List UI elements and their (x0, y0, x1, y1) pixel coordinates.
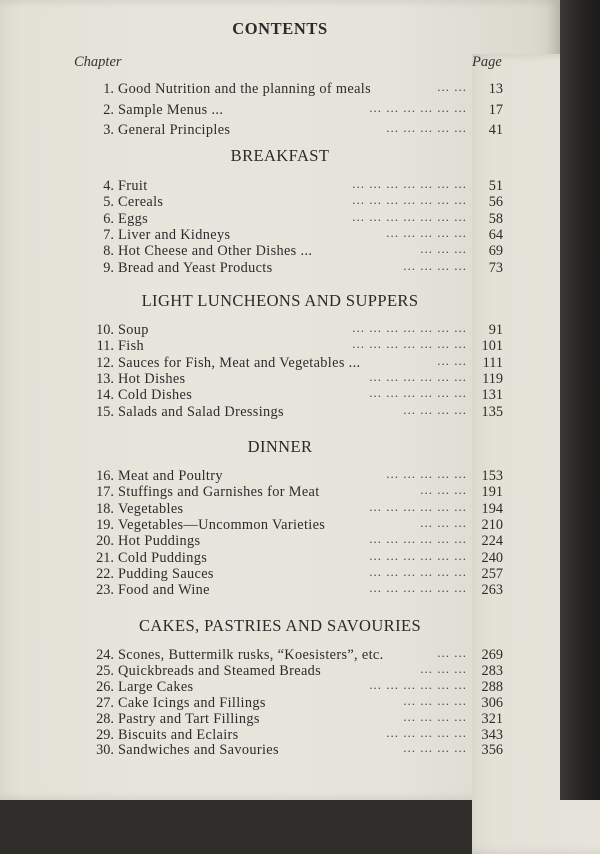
dot-leader: ... ... ... ... ... (386, 224, 467, 240)
chapter-title: Pudding Sauces (118, 565, 214, 582)
chapter-title: Cereals (118, 194, 164, 211)
section-heading: DINNER (247, 437, 313, 456)
dot-leader: ... ... ... ... ... ... ... (352, 176, 467, 191)
page-number: 321 (481, 710, 503, 727)
chapter-number: 1. (103, 81, 114, 97)
chapter-number: 9. (103, 259, 114, 276)
dot-leader: ... ... ... (420, 482, 467, 498)
chapter-title: Sample Menus ... (118, 101, 224, 118)
page-number: 73 (488, 259, 503, 276)
page-number: 283 (481, 662, 503, 679)
chapter-title: Fruit (118, 178, 148, 194)
section-heading: LIGHT LUNCHEONS AND SUPPERS (141, 291, 419, 310)
page-number: 13 (488, 81, 503, 97)
page-number: 356 (481, 742, 503, 759)
dot-leader: ... ... ... ... (403, 692, 467, 708)
chapter-title: Scones, Buttermilk rusks, “Koesisters”, etc. (118, 647, 384, 663)
chapter-number: 6. (103, 210, 114, 227)
dot-leader: ... ... ... ... ... ... ... (352, 208, 467, 224)
chapter-title: Cold Puddings (118, 549, 208, 566)
toc-entry (94, 257, 503, 277)
page-number: 194 (481, 500, 503, 517)
page-number: 17 (488, 101, 503, 118)
page-number: 64 (488, 226, 503, 243)
chapter-number: 17. (96, 484, 114, 501)
chapter-title: Hot Puddings (118, 533, 201, 550)
chapter-title: General Principles (118, 122, 231, 138)
dot-leader: ... ... ... ... ... ... (369, 580, 467, 596)
dot-leader: ... ... ... (420, 514, 467, 530)
chapter-number: 21. (96, 549, 114, 566)
chapter-title: Biscuits and Eclairs (118, 726, 239, 743)
dot-leader: ... ... ... ... ... ... ... (352, 320, 467, 335)
page-number: 269 (481, 647, 503, 663)
chapter-number: 13. (96, 370, 114, 387)
page-number: 56 (488, 194, 503, 211)
chapter-number: 23. (96, 582, 114, 599)
chapter-title: Sauces for Fish, Meat and Vegetables ... (118, 354, 361, 371)
page-number: 69 (488, 243, 503, 260)
toc-entry (94, 401, 503, 421)
chapter-title: Quickbreads and Steamed Breads (118, 662, 322, 679)
dot-leader: ... ... ... ... ... ... (369, 676, 467, 692)
dot-leader: ... ... ... ... ... ... (369, 368, 467, 384)
chapter-title: Liver and Kidneys (118, 226, 231, 243)
page-number: 101 (481, 338, 503, 355)
dot-leader: ... ... ... ... (403, 257, 467, 273)
toc-entry (94, 122, 503, 139)
page-number: 224 (481, 533, 503, 550)
page-number: 51 (488, 178, 503, 194)
chapter-title: Vegetables—Uncommon Varieties (118, 516, 326, 533)
page-number: 343 (481, 726, 503, 743)
dot-leader: ... ... ... ... (403, 740, 467, 756)
dot-leader: ... ... ... ... ... ... (369, 547, 467, 563)
toc-entry (94, 99, 503, 119)
chapter-number: 20. (96, 533, 114, 550)
chapter-title: Hot Cheese and Other Dishes ... (118, 243, 313, 260)
page-number: 119 (482, 370, 503, 387)
dot-leader: ... ... ... ... ... ... (369, 99, 467, 115)
chapter-number: 12. (96, 354, 114, 371)
dot-leader: ... ... (437, 79, 467, 94)
chapter-number: 14. (96, 387, 114, 404)
toc-entry (94, 582, 503, 599)
chapter-number: 25. (96, 662, 114, 679)
dot-leader: ... ... ... ... (403, 708, 467, 724)
chapter-title: Sandwiches and Savouries (118, 742, 279, 759)
toc-entry (94, 742, 503, 759)
page-number: 58 (488, 210, 503, 227)
dot-leader: ... ... ... (420, 660, 467, 676)
chapter-column-header: Chapter (74, 54, 122, 70)
chapter-number: 3. (103, 122, 114, 138)
page-number: 41 (488, 122, 503, 138)
chapter-number: 30. (96, 742, 114, 759)
dot-leader: ... ... (437, 352, 467, 368)
dot-leader: ... ... ... ... ... ... ... (352, 192, 467, 208)
chapter-number: 27. (96, 694, 114, 711)
chapter-title: Stuffings and Garnishes for Meat (118, 484, 320, 501)
dot-leader: ... ... ... (420, 241, 467, 257)
page-number: 210 (481, 516, 503, 533)
chapter-number: 15. (96, 403, 114, 420)
chapter-number: 10. (96, 322, 114, 338)
chapter-number: 4. (103, 178, 114, 194)
dot-leader: ... ... ... ... ... ... (369, 498, 467, 514)
chapter-number: 8. (103, 243, 114, 260)
dot-leader: ... ... (437, 645, 467, 660)
chapter-title: Cold Dishes (118, 387, 193, 404)
page-number: 91 (488, 322, 503, 338)
section-heading: BREAKFAST (230, 146, 330, 165)
page-title: CONTENTS (232, 19, 328, 38)
chapter-title: Fish (118, 338, 145, 355)
chapter-title: Hot Dishes (118, 370, 186, 387)
section-heading: CAKES, PASTRIES AND SAVOURIES (138, 616, 422, 635)
book-edge-shadow (560, 0, 600, 800)
page-number: 257 (481, 565, 503, 582)
chapter-number: 28. (96, 710, 114, 727)
page-number: 131 (481, 387, 503, 404)
chapter-number: 22. (96, 565, 114, 582)
page-number: 191 (481, 484, 503, 501)
chapter-title: Cake Icings and Fillings (118, 694, 266, 711)
chapter-number: 5. (103, 194, 114, 211)
chapter-number: 7. (103, 226, 114, 243)
dot-leader: ... ... ... ... (403, 401, 467, 417)
dot-leader: ... ... ... ... ... ... (369, 563, 467, 579)
dot-leader: ... ... ... ... ... ... (369, 385, 467, 401)
dot-leader: ... ... ... ... ... ... (369, 531, 467, 547)
chapter-title: Pastry and Tart Fillings (118, 710, 260, 727)
chapter-number: 24. (96, 647, 114, 663)
chapter-title: Salads and Salad Dressings (118, 403, 284, 420)
chapter-title: Large Cakes (118, 678, 194, 695)
chapter-number: 2. (103, 101, 114, 118)
chapter-title: Vegetables (118, 500, 184, 517)
chapter-number: 26. (96, 678, 114, 695)
chapter-title: Good Nutrition and the planning of meals (118, 81, 372, 97)
page-number: 306 (481, 694, 503, 711)
chapter-title: Meat and Poultry (118, 468, 223, 484)
dot-leader: ... ... ... ... ... (386, 724, 467, 740)
chapter-title: Eggs (118, 210, 148, 227)
page-number: 111 (482, 354, 503, 371)
page-number: 263 (481, 582, 503, 599)
chapter-number: 11. (96, 338, 114, 355)
page-number: 153 (481, 468, 503, 484)
dot-leader: ... ... ... ... ... (386, 466, 467, 481)
chapter-number: 29. (96, 726, 114, 743)
page-number: 240 (481, 549, 503, 566)
chapter-title: Bread and Yeast Products (118, 259, 273, 276)
dot-leader: ... ... ... ... ... ... ... (352, 336, 467, 352)
chapter-title: Food and Wine (118, 582, 210, 599)
chapter-title: Soup (118, 322, 149, 338)
dot-leader: ... ... ... ... ... (386, 120, 467, 135)
toc-entry (94, 81, 503, 98)
chapter-number: 18. (96, 500, 114, 517)
page-number: 135 (481, 403, 503, 420)
page-column-header: Page (472, 54, 600, 854)
page-number: 288 (481, 678, 503, 695)
chapter-number: 19. (96, 516, 114, 533)
chapter-number: 16. (96, 468, 114, 484)
